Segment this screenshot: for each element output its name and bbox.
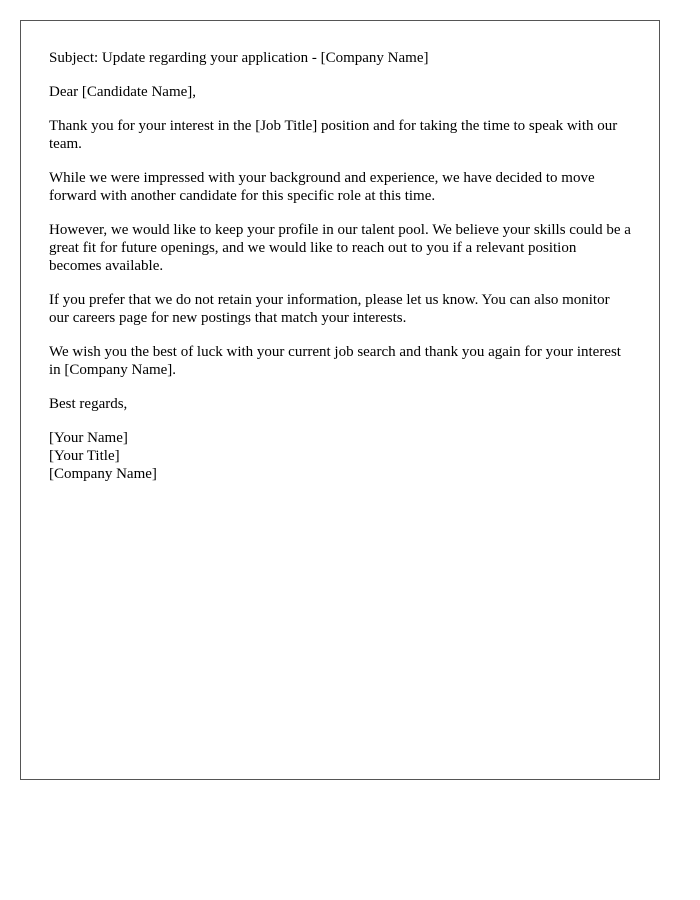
- closing: Best regards,: [49, 396, 128, 412]
- body-paragraph: If you prefer that we do not retain your information, please let us know. You can also monitor our careers page for new postings that match your interests.: [49, 292, 610, 326]
- body-paragraph: We wish you the best of luck with your current job search and thank you again for your interest in [Company Name].: [49, 344, 621, 378]
- body-paragraph: While we were impressed with your background and experience, we have decided to move forward with another candidate for this specific role at this time.: [49, 170, 595, 204]
- signature-title: [Your Title]: [49, 448, 120, 464]
- signature-name: [Your Name]: [49, 430, 128, 446]
- subject-line: Subject: Update regarding your application - [Company Name]: [49, 50, 429, 66]
- signature-company: [Company Name]: [49, 466, 157, 482]
- signature-block: [49, 429, 631, 483]
- salutation: Dear [Candidate Name],: [49, 84, 197, 100]
- body-paragraph: Thank you for your interest in the [Job Title] position and for taking the time to speak with our team.: [49, 118, 618, 152]
- letter-frame: [20, 20, 660, 780]
- body-paragraph: However, we would like to keep your profile in our talent pool. We believe your skills could be a great fit for future openings, and we would like to reach out to you if a relevant position becomes available.: [49, 222, 631, 274]
